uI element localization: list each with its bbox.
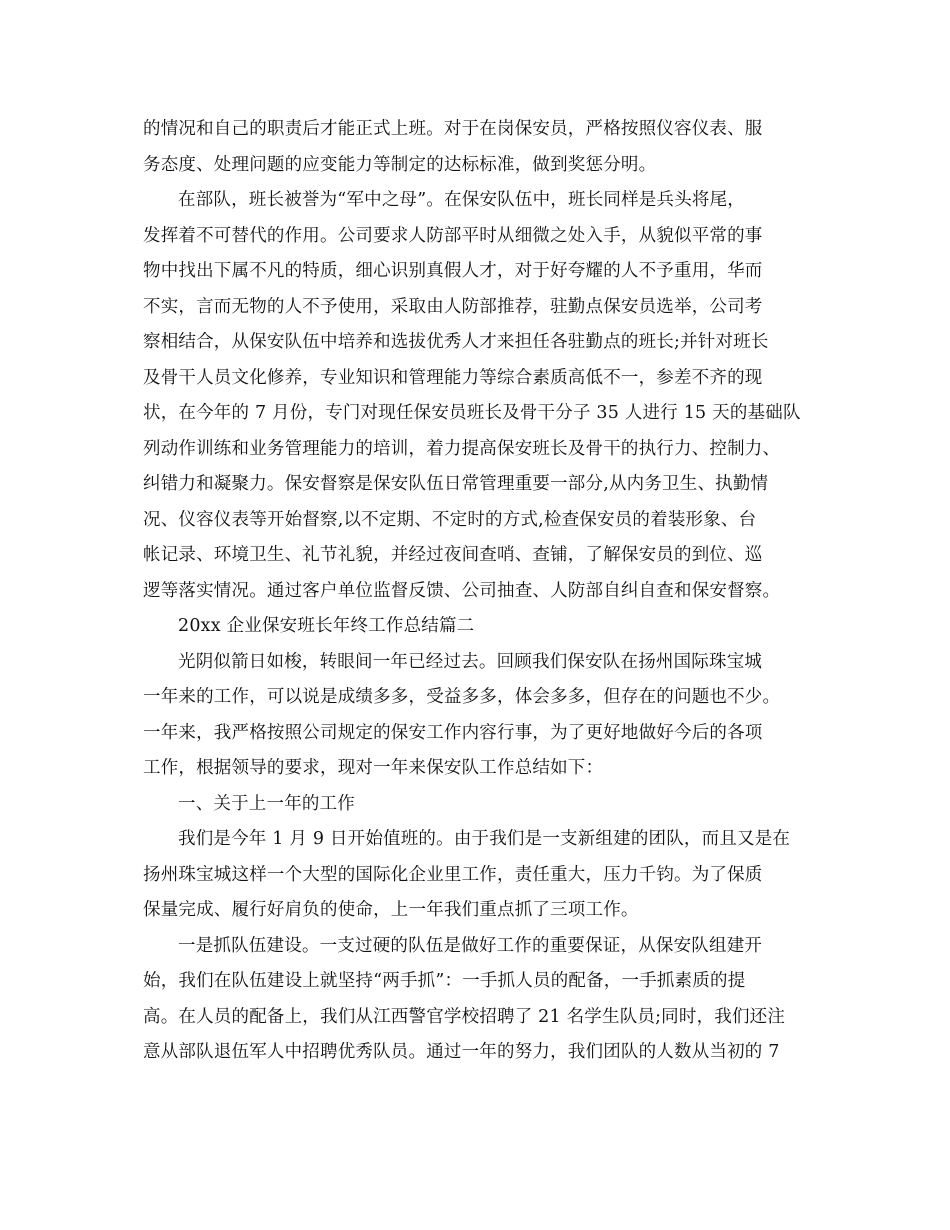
text-line: 察相结合，从保安队伍中培养和选拔优秀人才来担任各驻勤点的班长;并针对班长 bbox=[143, 332, 769, 352]
text-line: 保量完成、履行好肩负的使命，上一年我们重点抓了三项工作。 bbox=[143, 900, 639, 920]
text-line: 一是抓队伍建设。一支过硬的队伍是做好工作的重要保证，从保安队组建开 bbox=[178, 935, 763, 956]
text-line: 的情况和自己的职责后才能正式上班。对于在岗保安员，严格按照仪容仪表、服 bbox=[143, 119, 763, 139]
text-line: 逻等落实情况。通过客户单位监督反馈、公司抽查、人防部自纠自查和保安督察。 bbox=[143, 580, 781, 601]
text-line: 一年来，我严格按照公司规定的保安工作内容行事，为了更好地做好今后的各项 bbox=[143, 722, 763, 743]
text-line: 况、仪容仪表等开始督察,以不定期、不定时的方式,检查保安员的着装形象、台 bbox=[143, 509, 757, 530]
text-line: 始，我们在队伍建设上就坚持“两手抓”：一手抓人员的配备，一手抓素质的提 bbox=[143, 971, 746, 991]
text-line: 一、关于上一年的工作 bbox=[178, 793, 355, 814]
text-line: 工作，根据领导的要求，现对一年来保安队工作总结如下： bbox=[143, 758, 604, 778]
text-line: 20xx 企业保安班长年终工作总结篇二 bbox=[178, 616, 475, 636]
text-line: 我们是今年 1 月 9 日开始值班的。由于我们是一支新组建的团队，而且又是在 bbox=[178, 829, 791, 849]
text-line: 高。在人员的配备上，我们从江西警官学校招聘了 21 名学生队员;同时，我们还注 bbox=[143, 1006, 786, 1027]
text-line: 状，在今年的 7 月份，专门对现任保安员班长及骨干分子 35 人进行 15 天的基础队 bbox=[143, 403, 801, 423]
text-line: 在部队，班长被誉为“军中之母”。在保安队伍中，班长同样是兵头将尾， bbox=[178, 190, 745, 210]
document-body bbox=[143, 112, 808, 1071]
text-line: 及骨干人员文化修养，专业知识和管理能力等综合素质高低不一，参差不齐的现 bbox=[143, 367, 763, 388]
text-line: 扬州珠宝城这样一个大型的国际化企业里工作，责任重大，压力千钧。为了保质 bbox=[143, 864, 763, 885]
text-line: 一年来的工作，可以说是成绩多多，受益多多，体会多多，但存在的问题也不少。 bbox=[143, 687, 781, 707]
text-line: 光阴似箭日如梭，转眼间一年已经过去。回顾我们保安队在扬州国际珠宝城 bbox=[178, 651, 763, 672]
text-line: 发挥着不可替代的作用。公司要求人防部平时从细微之处入手，从貌似平常的事 bbox=[143, 225, 763, 246]
text-line: 纠错力和凝聚力。保安督察是保安队伍日常管理重要一部分,从内务卫生、执勤情 bbox=[143, 474, 769, 494]
text-line: 帐记录、环境卫生、礼节礼貌，并经过夜间查哨、查铺，了解保安员的到位、巡 bbox=[143, 545, 763, 565]
text-line: 物中找出下属不凡的特质，细心识别真假人才，对于好夸耀的人不予重用，华而 bbox=[143, 261, 763, 281]
text-line: 列动作训练和业务管理能力的培训，着力提高保安班长及骨干的执行力、控制力、 bbox=[143, 438, 781, 459]
text-line: 不实，言而无物的人不予使用，采取由人防部推荐，驻勤点保安员选举，公司考 bbox=[143, 296, 763, 317]
text-line: 务态度、处理问题的应变能力等制定的达标标准，做到奖惩分明。 bbox=[143, 154, 657, 175]
text-line: 意从部队退伍军人中招聘优秀队员。通过一年的努力，我们团队的人数从当初的 7 bbox=[143, 1042, 780, 1062]
